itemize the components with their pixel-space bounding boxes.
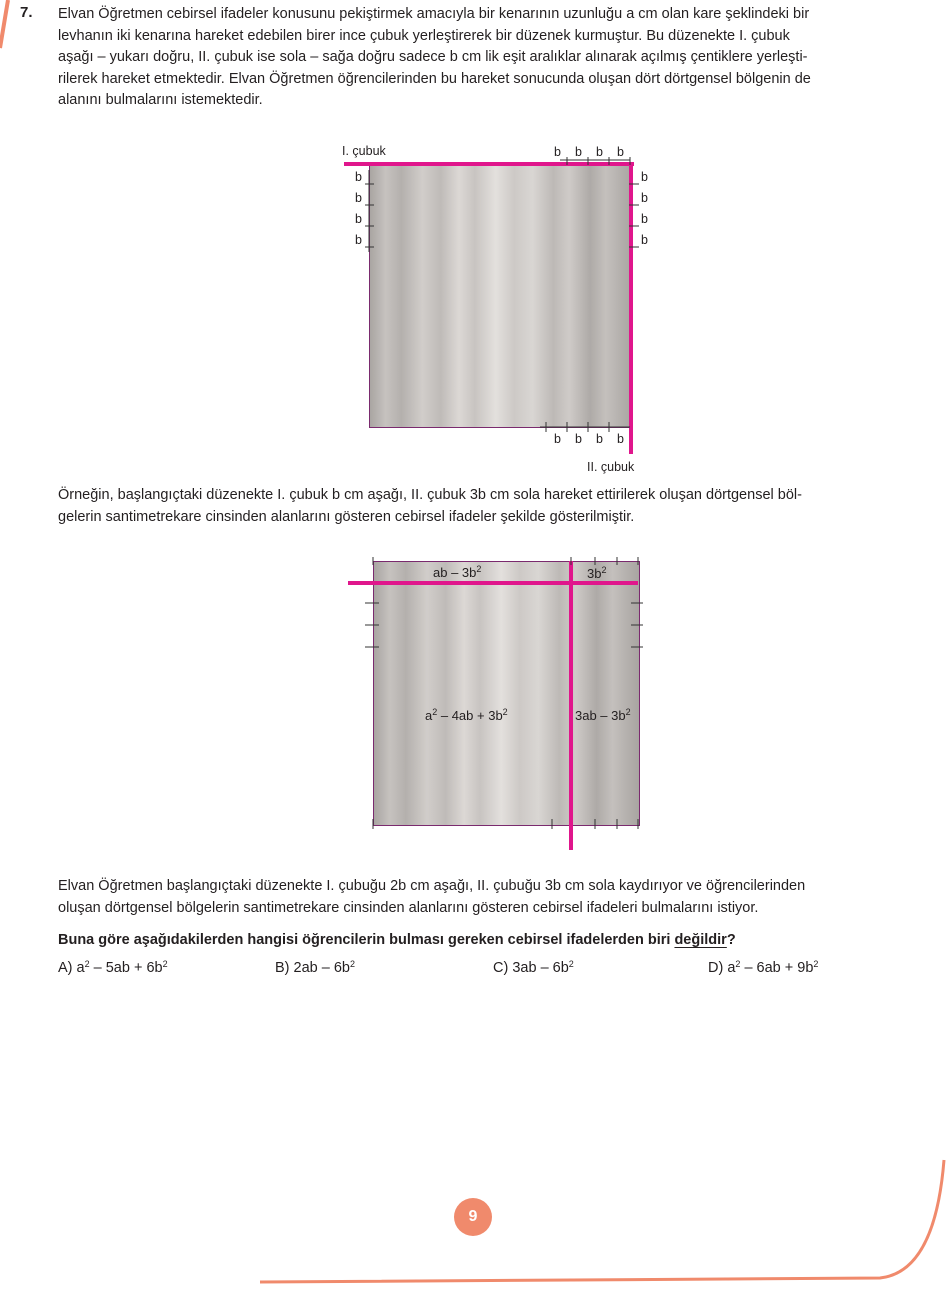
question-intro (58, 4, 934, 112)
intro-line: aşağı – yukarı doğru, II. çubuk ise sola – sağa doğru sadece b cm lik eşit aralıklar alınarak açılmış çentiklere yerleşti- (58, 49, 808, 65)
notch-ticks (330, 140, 660, 480)
right-notch-label: b (641, 233, 648, 247)
page-number-badge: 9 (454, 1198, 492, 1236)
top-notch-label: b (617, 145, 624, 159)
negation-word: değildir (674, 932, 727, 948)
bottom-notch-label: b (575, 432, 582, 446)
intro-line: Elvan Öğretmen cebirsel ifadeler konusunu pekiştirmek amacıyla bir kenarının uzunluğu a cm olan kare şeklindeki bir (58, 6, 810, 22)
bottom-right-accent-stroke (260, 1160, 944, 1282)
top-notch-label: b (575, 145, 582, 159)
right-notch-label: b (641, 212, 648, 226)
left-notch-label: b (355, 212, 362, 226)
region-top-left-area: ab – $3b^2$ (433, 564, 482, 580)
intro-line: alanını bulmalarını istemektedir. (58, 92, 263, 108)
example-line: gelerin santimetrekare cinsinden alanlarını gösteren cebirsel ifadeler şekilde gösterilmiştir. (58, 508, 635, 525)
region-bottom-right-area: $3ab - 3b^2$ (575, 707, 631, 723)
rod-1-label: I. çubuk (342, 144, 386, 158)
bottom-notch-label: b (554, 432, 561, 446)
intro-line: levhanın iki kenarına hareket edebilen birer ince çubuk yerleştirerek bir düzenek kurmuştur. Bu düzenekte I. çubuk (58, 27, 790, 44)
top-notch-label: b (596, 145, 603, 159)
task-text (58, 876, 934, 919)
left-notch-label: b (355, 191, 362, 205)
option-c[interactable]: C) $3ab - 6b^2$ (493, 959, 574, 976)
left-notch-label: b (355, 170, 362, 184)
notch-ticks (345, 555, 645, 855)
option-d[interactable]: D) $a^2 - 6ab + 9b^2$ (708, 959, 819, 976)
figure-example (345, 555, 645, 855)
example-line: Örneğin, başlangıçtaki düzenekte I. çubuk b cm aşağı, II. çubuk 3b cm sola hareket ettirilerek oluşan dörtgensel böl- (58, 487, 802, 503)
right-notch-label: b (641, 191, 648, 205)
region-top-right-area: $3b^2$ (587, 565, 607, 581)
task-line: oluşan dörtgensel bölgelerin santimetrekare cinsinden alanlarını gösteren cebirsel ifadeleri bulmalarını istiyor. (58, 899, 759, 916)
example-text (58, 485, 934, 528)
bottom-notch-label: b (596, 432, 603, 446)
question-number: 7. (20, 4, 33, 21)
option-a[interactable]: A) $a^2 - 5ab + 6b^2$ (58, 959, 168, 976)
top-left-accent-stroke (0, 0, 8, 48)
bottom-notch-label: b (617, 432, 624, 446)
rod-2-label: II. çubuk (587, 460, 635, 474)
figure-initial-setup (330, 140, 660, 480)
region-bottom-left-area: $a^2 - 4ab + 3b^2$ (425, 707, 508, 723)
option-b[interactable]: B) $2ab - 6b^2$ (275, 959, 355, 976)
intro-line: rilerek hareket etmektedir. Elvan Öğretmen öğrencilerinden bu hareket sonucunda oluşan dört dörtgensel bölgenin de (58, 70, 811, 87)
question-prompt: Buna göre aşağıdakilerden hangisi öğrencilerin bulması gereken cebirsel ifadelerden biri değildir? (58, 932, 736, 948)
left-notch-label: b (355, 233, 362, 247)
top-notch-label: b (554, 145, 561, 159)
right-notch-label: b (641, 170, 648, 184)
task-line: Elvan Öğretmen başlangıçtaki düzenekte I. çubuğu 2b cm aşağı, II. çubuğu 3b cm sola kaydırıyor ve öğrencilerinden (58, 878, 806, 894)
